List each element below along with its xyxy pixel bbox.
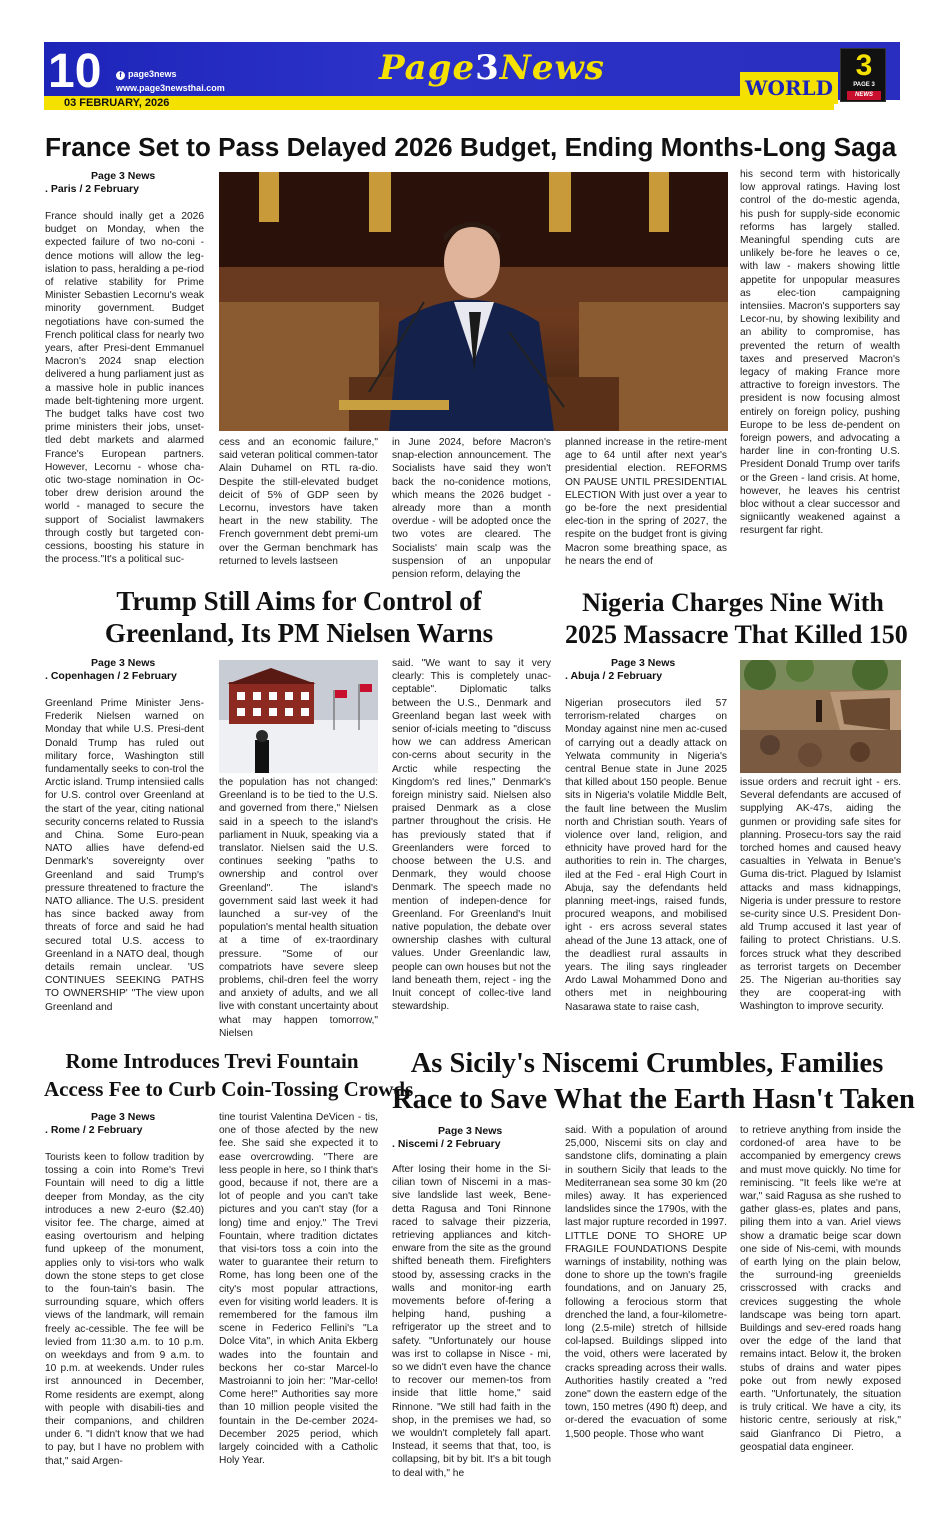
yelwata-ruins-image — [740, 660, 901, 773]
parliament-minister-image — [219, 172, 728, 431]
site-info — [116, 67, 225, 95]
nigeria-col-2: issue orders and recruit ight - ers. Several defendants are accused of supplying AK-47s, aiding the gunmen or providing safe sites for planning. Prosecu-tors say the raid torched homes and caused heavy casualties in Yelwata in Benue's Guma dis-trict. Plagued by Islamist attacks and mass kidnappings, Nigeria is under pressure to restore se-curity since U.S. President Don-ald Trump accused it last year of failing to protect Christians. U.S. forces struck what they described as terrorist targets on December 25. The Nigerian au-thorities say they are cooperat-ing with Washington to improve security. — [740, 777, 901, 1013]
greenland-photo — [219, 660, 378, 773]
nuuk-snow-image — [219, 660, 378, 773]
sicily-col-1: After losing their home in the Si-cilian town of Niscemi in a mas-sive landslide last week, Bene-detta Ragusa and Toni Rinnone raced to salvage their pizzeria, retrieving appliances and kitch-enware from the site as the ground shifted beneath them. Firefighters stood by, assessing cracks in the walls and monitor-ing earth movements before of-fering a helping hand, pushing a refrigerator up the street and to safety. "Unfortunately our house was irst to collapse in Nisce - mi, so we didn't even have the chance to recover our memen-tos from inside that little home," said Rinnone. "We still had faith in the shop, in the premises we had, so we wouldn't completely fall apart. Instead, it seems that that, too, is collapsing, bit by bit. It's a bit tough to deal with," he — [392, 1164, 551, 1479]
facebook-icon: f — [116, 71, 125, 80]
masthead — [44, 42, 900, 110]
nigeria-byline: Page 3 News . Abuja / 2 February — [565, 657, 676, 682]
social-handle[interactable]: page3news — [128, 69, 177, 79]
sicily-col-2: said. With a population of around 25,000, Niscemi sits on clay and sandstone clifs, dominating a plain in southern Sicily that leads to the Mediterranean sea some 30 km (20 miles) away. It has experienced landslides since the 1790s, with the last major rupture recorded in 1997. LITTLE DONE TO SHORE UP FRAGILE FOUNDATIONS Despite warnings of instability, nothing was done to shore up the town's fragile foundations, and on January 25, following a ferocious storm that drenched the land, a four-kilometre-long (2.5-mile) stretch of hillside col-lapsed. Buildings slipped into the void, others were lacerated by cracks spreading across their walls. Authorities hastily created a "red zone" down the eastern edge of the town, 150 metres (490 ft) deep, and or-dered the evacuation of some 1,500 people. Those who want — [565, 1125, 727, 1440]
france-col-1: France should inally get a 2026 budget on Monday, when the expected failure of two no-coni - dence motions will allow the leg-islation to pass, heralding a pe-riod of relative stability for Prime Minister Sebastien Lecornu's weak minority government. Budget negotiations have con-sumed the French political class for nearly two years, after Presi-dent Emmanuel Macron's 2024 snap election delivered a hung parliament just as a massive hole in public inances made belt-tightening more urgent. The budget talks have cost two prime ministers their jobs, unset-tled debt markets and alarmed France's European partners. However, Lecornu - whose cha-otic two-stage nomination in Oc-tober drew derision around the world - managed to secure the support of Socialist lawmakers through costly but targeted con-cessions, boosting his stature in the process."It's a political suc- — [45, 211, 204, 566]
sicily-byline: Page 3 News . Niscemi / 2 February — [392, 1125, 503, 1150]
france-col-4: planned increase in the retire-ment age to 64 until after next year's presidential election. REFORMS ON PAUSE UNTIL PRESIDENTIAL ELECTION With just over a year to go be-fore the next presidential elec-tion in the spring of 2027, the respite on the budget front is giving Macron some breathing space, as he nears the end of — [565, 437, 727, 567]
nigeria-headline: Nigeria Charges Nine With 2025 Massacre That Killed 150 — [565, 588, 908, 649]
sicily-headline: As Sicily's Niscemi Crumbles, Families Race to Save What the Earth Hasn't Taken — [392, 1048, 915, 1115]
greenland-col-2: the population has not changed: Greenland is to be tied to the U.S. and governed from there," Nielsen said in a speech to the island's parliament in Nuuk, speaking via a translator. Nielsen said the U.S. continues seeking "paths to ownership and control over Greenland". The island's government said last week it had launched a sur-vey of the population's mental health situation at a time of ex-traordinary pressure. "Some of our compatriots have severe sleep problems, chil-dren feel the worry and anxiety of adults, and we all live with constant uncertainty about what may happen tomorrow," Nielsen — [219, 777, 378, 1039]
greenland-byline: Page 3 News . Copenhagen / 2 February — [45, 657, 177, 682]
france-col-3: in June 2024, before Macron's snap-election announcement. The Socialists have said they won't back the no-conidence motions, which means the 2026 budget - already more than a month overdue - will be adopted once the two votes are cleared. The Socialists' main scalp was the suspension of an unpopular pension reform, delaying the — [392, 437, 551, 581]
rome-col-2: tine tourist Valentina DeVicen - tis, one of those afected by the new fee. She said she expected it to ease overcrowding. "There are less people in here, so I think that's good, because if not, there are a lot of people and you can't take pictures and you can't stay (for a long) time and enjoy." The Trevi Fountain, where tradition dictates that visi-tors toss a coin into the water to guarantee their return to Rome, has long been one of the city's most popular attractions, even for visiting world leaders. It is remembered for the famous ilm scene in Federico Fellini's "La Dolce Vita", in which Anita Ekberg wades into the fountain and beckons her co-star Marcel-lo Mastroianni to join her: "Mar-cello! Come here!" Authorities say more than 10 million people visited the fountain in the De-cember 2024-December 2025 period, which largely coincided with a Catholic Holy Year. — [219, 1112, 378, 1467]
nigeria-photo — [740, 660, 901, 773]
rome-col-1: Tourists keen to follow tradition by tossing a coin into Rome's Trevi Fountain will need to dig a little deeper from Monday, as the city introduces a new 2-euro ($2.40) visitor fee. The charge, aimed at easing overtourism and helping fund upkeep of the monument, applies only to visi-tors who walk down the stone steps to get close to the foun-tain's basin. The surrounding square, which offers views of the landmark, will remain freely ac-cessible. The fee will be levied from 11:30 a.m. to 10 p.m. on weekdays and from 9 a.m. to 10 p.m. at weekends. Under rules irst announced in December, Rome residents are exempt, along with people with disabili-ties and their companions, and children under 6. "I didn't know that we had to pay, but I have no problem with that," said Argen- — [45, 1152, 204, 1467]
nigeria-col-1: Nigerian prosecutors iled 57 terrorism-related charges on Monday against nine men ac-cused of carrying out a deadly attack on Yelwata community in Nigeria's central Benue state in June 2025 that killed about 150 people. Benue sits in Nigeria's volatile Middle Belt, the fault line between the Muslim north and Christian south. Years of violence over land, religion, and ethnicity have proved hard for the authorities to rein in. The charges, iled at the Fed - eral High Court in Abuja, say the defendants held planning meet-ings, raised funds, procured weapons, and mobilised ight - ers across several states ahead of the June 13 attack, one of the deadliest rural assaults in years. The iling says ringleader Ardo Lawal Mohammed Dono and others met in neighbouring Nasarawa state to raise cash, — [565, 698, 727, 1013]
greenland-headline: Trump Still Aims for Control of Greenland, Its PM Nielsen Warns — [104, 586, 494, 648]
greenland-col-3: said. "We want to say it very clearly: This is completely unac-ceptable". Diplomatic talks between the U.S., Denmark and Greenland began last week with senior of-icials meeting to "discuss how we can address American con-cerns about security in the Arctic while respecting the Kingdom's red lines," Denmark's foreign ministry said. Nielsen also praised Denmark as a close partner throughout the crisis. He has previously stated that if Greenlanders were forced to choose between the U.S. and Denmark, they would choose Denmark. The speech made no mention of indepen-dence for Greenland. For Greenland's Inuit native population, the debate over ownership clashes with cultural values. Under Greenlandic law, people can own houses but not the land beneath them, reject - ing the Inuit concept of collec-tive land stewardship. — [392, 658, 551, 1013]
france-col-2: cess and an economic failure," said veteran political commen-tator Alain Duhamel on RTL ra-dio. Despite the still-elevated budget deicit of 5% of GDP seen by Lecornu, investors have taken heart in the new stability. The French government debt premi-um over the German benchmark has returned to levels lastseen — [219, 437, 378, 567]
issue-date: 03 FEBRUARY, 2026 — [64, 97, 170, 109]
section-label: WORLD — [740, 72, 838, 104]
france-byline: Page 3 News . Paris / 2 February — [45, 170, 156, 195]
france-photo — [219, 172, 728, 431]
rome-headline: Rome Introduces Trevi Fountain Access Fee to Curb Coin-Tossing Crowds — [44, 1049, 414, 1101]
france-col-5: his second term with historically low approval ratings. Having lost control of the do-mestic agenda, his push for supply-side economic reforms has largely stalled. Meaningful spending cuts are unlikely be-fore he leaves o ce, with law - makers showing little appetite for unpopular measures as elec-tion campaigning intensiies. Macron's supporters say Lecor-nu, by showing lexibility and an ability to compromise, has prevented the return of wealth taxes and preserved Macron's legacy of making France more attractive to foreign investors. The president is now focusing almost entirely on foreign policy, pushing Europe to be less de-pendent on foreign powers, and advocating a harder line in con-fronting U.S. President Donald Trump over tarifs or the Green - land crisis. At home, however, he leaves his centrist bloc without a clear successor and signiicantly weakened against a resurgent far right. — [740, 169, 900, 537]
rome-byline: Page 3 News . Rome / 2 February — [45, 1111, 156, 1136]
page-number: 10 — [48, 45, 102, 98]
sicily-col-3: to retrieve anything from inside the cordoned-of area have to be accompanied by emergency crews and must move quickly. No time for reminiscing. "It feels like we're at war," said Ragusa as she rushed to gather glass-es, plates and pans, piling them into a van. Ariel views show a dramatic beige scar down one side of Nis-cemi, with mounds of earth lying on the plain below, the surround-ing greenields crisscrossed with cracks and crevices suggesting the whole landscape was being torn apart. Buildings and sev-ered roads hang over the edge of the land that remains intact. Below it, the broken stubs of drains and water pipes poke out from newly exposed earth. "Unfortunately, the situation is truly critical. We have a city, its historic centre, seriously at risk," said Gianfranco Di Pietro, a geospatial data engineer. — [740, 1125, 901, 1453]
france-headline: France Set to Pass Delayed 2026 Budget, Ending Months-Long Saga — [45, 132, 897, 162]
brand-logo: Page3News — [379, 48, 605, 88]
page3-logo: 3 PAGE 3 NEWS — [840, 48, 886, 102]
website-link[interactable]: www.page3newsthai.com — [116, 83, 225, 93]
greenland-col-1: Greenland Prime Minister Jens-Frederik Nielsen warned on Monday that while U.S. Presi-dent Donald Trump has ruled out military force, Washington still fundamentally seeks to con-trol the Arctic island. Trump intensiied calls for U.S. control over Greenland at the start of the year, citing national security concerns related to Russia and China. Some Euro-pean NATO allies have defend-ed Denmark's sovereignty over Greenland and said Trump's pressure threatened to fracture the NATO alliance. The U.S. president has since backed away from threats of force and said he had secured total U.S. access to Greenland in a NATO deal, though details remain unclear. 'US CONTINUES SEEKING PATHS TO OWNERSHIP' "The view upon Greenland and — [45, 698, 204, 1013]
